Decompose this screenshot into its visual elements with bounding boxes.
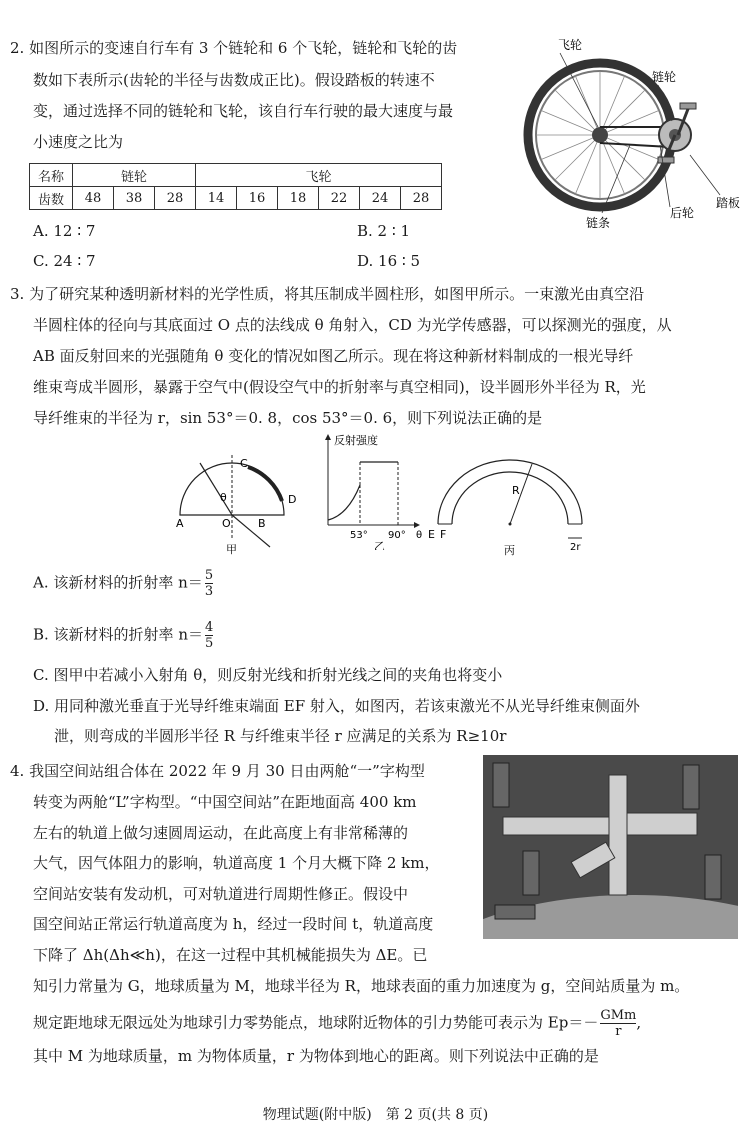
bicycle-figure — [520, 35, 750, 235]
table-header-flywheel: 飞轮 — [196, 164, 442, 187]
label-flywheel: 飞轮 — [558, 38, 583, 52]
q2-line-3: 变，通过选择不同的链轮和飞轮，该自行车行驶的最大速度与最 — [33, 102, 454, 120]
fig2-xvar: θ — [416, 530, 423, 541]
fig2-tick-53: 53° — [350, 530, 368, 541]
q3-option-d-line-1: D. 用同种激光垂直于光导纤维束端面 EF 射入，如图丙，若该束激光不从光导纤维束侧面外 — [33, 697, 640, 715]
fig3-F: F — [440, 528, 447, 541]
fig1-D: D — [288, 493, 297, 506]
fig1-C: C — [240, 457, 248, 470]
fraction — [205, 620, 213, 651]
table-cell: 28 — [155, 187, 196, 210]
q3-option-a-text: A. 该新材料的折射率 n＝ — [33, 573, 203, 592]
frac-num: GMm — [600, 1008, 637, 1023]
gear-table — [29, 163, 442, 210]
fraction — [600, 1008, 636, 1039]
table-header-chainring: 链轮 — [73, 164, 196, 187]
space-station-illustration — [483, 755, 738, 939]
frac-den: 3 — [204, 584, 214, 599]
table-cell: 14 — [196, 187, 237, 210]
q3-option-d-line-2: 泄，则弯成的半圆形半径 R 与纤维束半径 r 应满足的关系为 R≥10r — [54, 727, 507, 745]
q4-ep-text: 规定距地球无限远处为地球引力零势能点，地球附近物体的引力势能可表示为 Ep＝－ — [33, 1013, 599, 1032]
q2-option-c: C. 24 ∶ 7 — [33, 252, 96, 270]
q3-line-1: 3. 为了研究某种透明新材料的光学性质，将其压制成半圆柱形，如图甲所示。一束激光由真空沿 — [10, 285, 645, 303]
fig3-E: E — [428, 528, 435, 541]
q2-option-d: D. 16 ∶ 5 — [357, 252, 421, 270]
fig1-A: A — [176, 517, 184, 530]
figure-jia — [170, 445, 310, 555]
q3-line-2: 半圆柱体的径向与其底面过 O 点的法线成 θ 角射入，CD 为光学传感器，可以探测光的强度，从 — [33, 316, 672, 334]
table-cell: 28 — [401, 187, 442, 210]
q3-option-c: C. 图甲中若减小入射角 θ，则反射光线和折射光线之间的夹角也将变小 — [33, 666, 503, 684]
q4-line-8: 知引力常量为 G，地球质量为 M，地球半径为 R，地球表面的重力加速度为 g，空间站质量为 m。 — [33, 977, 690, 995]
page-footer: 物理试题(附中版) 第 2 页(共 8 页) — [262, 1107, 489, 1123]
table-cell: 48 — [73, 187, 114, 210]
label-pedal: 踏板 — [716, 196, 741, 210]
q2-option-a: A. 12 ∶ 7 — [33, 222, 96, 240]
fig1-O: O — [222, 517, 231, 530]
table-cell: 22 — [319, 187, 360, 210]
figure-bing — [428, 450, 598, 560]
fraction — [205, 568, 213, 599]
q4-line-4: 大气，因气体阻力的影响，轨道高度 1 个月大概下降 2 km， — [33, 854, 440, 872]
fig2-tick-90: 90° — [388, 530, 406, 541]
figure-yi — [318, 430, 428, 550]
q2-line-4: 小速度之比为 — [33, 133, 124, 151]
q4-line-5: 空间站安装有发动机，可对轨道进行周期性修正。假设中 — [33, 885, 409, 903]
table-cell: 16 — [237, 187, 278, 210]
q4-line-2: 转变为两舱“L”字构型。“中国空间站”在距地面高 400 km — [33, 793, 417, 811]
q2-line-2: 数如下表所示(齿轮的半径与齿数成正比)。假设踏板的转速不 — [33, 71, 435, 89]
frac-num: 4 — [205, 620, 214, 635]
q2-option-b: B. 2 ∶ 1 — [357, 222, 411, 240]
table-row-label: 齿数 — [30, 187, 73, 210]
frac-den: r — [600, 1023, 636, 1039]
frac-den: 5 — [205, 636, 214, 651]
q3-line-5: 导纤维束的半径为 r，sin 53°＝0. 8，cos 53°＝0. 6，则下列说法正确的是 — [33, 409, 543, 427]
q4-last-line: 其中 M 为地球质量，m 为物体质量，r 为物体到地心的距离。则下列说法中正确的是 — [33, 1047, 599, 1065]
fig2-ylabel: 反射强度 — [334, 434, 378, 447]
table-cell: 18 — [278, 187, 319, 210]
label-chain: 链条 — [586, 216, 611, 230]
label-rear-wheel: 后轮 — [670, 206, 695, 220]
table-cell: 38 — [114, 187, 155, 210]
q4-line-6: 国空间站正常运行轨道高度为 h，经过一段时间 t，轨道高度 — [33, 915, 434, 933]
q3-option-b-text: B. 该新材料的折射率 n＝ — [33, 625, 203, 644]
q4-line-3: 左右的轨道上做匀速圆周运动，在此高度上有非常稀薄的 — [33, 824, 409, 842]
fig1-theta: θ — [220, 491, 227, 504]
space-station-photo — [483, 755, 738, 939]
fig3-R: R — [512, 484, 520, 497]
fig3-caption: 丙 — [504, 544, 515, 557]
fig1-caption: 甲 — [226, 543, 237, 555]
q3-line-4: 维束弯成半圆形，暴露于空气中(假设空气中的折射率与真空相同)，设半圆形外半径为 R，光 — [33, 378, 646, 396]
q2-line-1: 2. 如图所示的变速自行车有 3 个链轮和 6 个飞轮，链轮和飞轮的齿 — [10, 39, 458, 57]
fig3-2r: 2r — [570, 542, 581, 553]
table-header-name: 名称 — [30, 164, 73, 187]
q4-line-1: 4. 我国空间站组合体在 2022 年 9 月 30 日由两舱“一”字构型 — [10, 762, 425, 780]
fig2-caption: 乙 — [374, 540, 385, 550]
q3-line-3: AB 面反射回来的光强随角 θ 变化的情况如图乙所示。现在将这种新材料制成的一根光导纤 — [33, 347, 634, 365]
q3-option-b — [33, 620, 213, 651]
q4-line-7: 下降了 Δh(Δh≪h)，在这一过程中其机械能损失为 ΔE。已 — [33, 946, 428, 964]
q3-option-a — [33, 568, 213, 599]
table-cell: 24 — [360, 187, 401, 210]
fig1-B: B — [258, 517, 266, 530]
q4-potential-energy-line: 规定距地球无限远处为地球引力零势能点，地球附近物体的引力势能可表示为 Ep＝－ $\frac{\text{GMm}}{r}$ , — [33, 1008, 642, 1039]
frac-num: 5 — [204, 568, 214, 583]
label-chainring: 链轮 — [652, 70, 677, 84]
